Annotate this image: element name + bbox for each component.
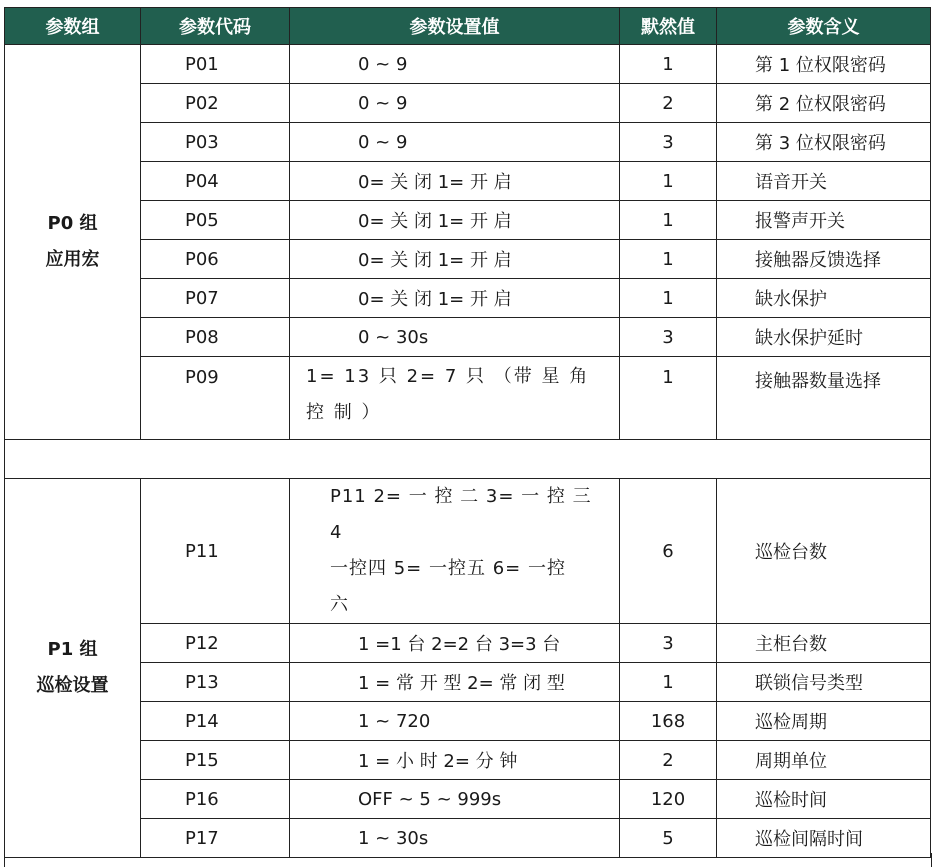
group-p1-line1: P1 组: [47, 639, 98, 660]
param-value: [290, 357, 620, 440]
param-meaning: 第 2 位权限密码: [717, 84, 931, 123]
param-code: P12: [141, 624, 290, 663]
param-meaning: 接触器反馈选择: [717, 240, 931, 279]
param-value: [290, 479, 620, 624]
table-row: [5, 84, 931, 123]
table-row: [5, 702, 931, 741]
param-default: 120: [620, 780, 717, 819]
table-row: [5, 123, 931, 162]
group-p0-line2: 应用宏: [45, 249, 100, 270]
param-value: 0 ~ 30s: [290, 318, 620, 357]
param-code: P02: [141, 84, 290, 123]
param-code: P09: [141, 357, 290, 440]
header-value: 参数设置值: [290, 8, 620, 45]
param-meaning: 巡检时间: [717, 780, 931, 819]
param-default: 3: [620, 318, 717, 357]
param-value-line4: 六: [330, 594, 349, 615]
param-meaning: 第 1 位权限密码: [717, 45, 931, 84]
param-default: 2: [620, 84, 717, 123]
group-cell-p0: [5, 45, 141, 440]
param-default: 3: [620, 624, 717, 663]
table-row: [5, 162, 931, 201]
table-row: [5, 819, 931, 858]
param-value: 0= 关 闭 1= 开 启: [290, 201, 620, 240]
param-value-line1: 1= 13 只 2= 7 只 （带 星 角: [306, 366, 590, 387]
table-row: [5, 624, 931, 663]
param-code: P03: [141, 123, 290, 162]
param-value: 0= 关 闭 1= 开 启: [290, 279, 620, 318]
param-value-line1: P11 2= 一 控 二 3= 一 控 三: [330, 486, 592, 507]
table-row: [5, 45, 931, 84]
param-code: P06: [141, 240, 290, 279]
group-p1-line2: 巡检设置: [36, 675, 109, 696]
header-group: 参数组: [5, 8, 141, 45]
param-meaning: 巡检台数: [717, 479, 931, 624]
param-value: 1 ~ 720: [290, 702, 620, 741]
table-row: [5, 318, 931, 357]
param-value: 0 ~ 9: [290, 84, 620, 123]
param-meaning: 巡检间隔时间: [717, 819, 931, 858]
param-code: P07: [141, 279, 290, 318]
param-default: 3: [620, 123, 717, 162]
param-default: 168: [620, 702, 717, 741]
param-meaning: 主柜台数: [717, 624, 931, 663]
header-meaning: 参数含义: [717, 8, 931, 45]
param-code: P01: [141, 45, 290, 84]
header-code: 参数代码: [141, 8, 290, 45]
param-code: P16: [141, 780, 290, 819]
param-code: P14: [141, 702, 290, 741]
param-code: P17: [141, 819, 290, 858]
param-value: 1 ~ 30s: [290, 819, 620, 858]
param-code: P11: [141, 479, 290, 624]
param-value: 1 =1 台 2=2 台 3=3 台: [290, 624, 620, 663]
param-code: P05: [141, 201, 290, 240]
table-row: [5, 479, 931, 624]
param-value: 0= 关 闭 1= 开 启: [290, 240, 620, 279]
param-default: 1: [620, 162, 717, 201]
header-default: 默然值: [620, 8, 717, 45]
param-value-line2: 控 制 ）: [306, 402, 382, 423]
param-value: 0= 关 闭 1= 开 启: [290, 162, 620, 201]
param-default: 5: [620, 819, 717, 858]
param-default: 6: [620, 479, 717, 624]
table-row: [5, 780, 931, 819]
param-default: 1: [620, 357, 717, 440]
table-continuation: [4, 853, 932, 867]
param-meaning: 周期单位: [717, 741, 931, 780]
spacer-cell: [5, 440, 931, 479]
param-value: OFF ~ 5 ~ 999s: [290, 780, 620, 819]
param-meaning: 缺水保护延时: [717, 318, 931, 357]
table-row: [5, 741, 931, 780]
spacer-row: [5, 440, 931, 479]
param-code: P08: [141, 318, 290, 357]
param-code: P15: [141, 741, 290, 780]
param-meaning: 接触器数量选择: [717, 357, 931, 440]
parameter-table: [4, 7, 931, 858]
param-meaning: 报警声开关: [717, 201, 931, 240]
param-meaning: 第 3 位权限密码: [717, 123, 931, 162]
table-row: [5, 357, 931, 440]
param-meaning: 巡检周期: [717, 702, 931, 741]
param-value: 1 = 小 时 2= 分 钟: [290, 741, 620, 780]
param-value: 0 ~ 9: [290, 123, 620, 162]
param-value: 0 ~ 9: [290, 45, 620, 84]
param-value: 1 = 常 开 型 2= 常 闭 型: [290, 663, 620, 702]
table-row: [5, 279, 931, 318]
param-default: 1: [620, 201, 717, 240]
param-default: 1: [620, 279, 717, 318]
table-row: [5, 240, 931, 279]
param-value-line3: 一控四 5= 一控五 6= 一控: [330, 558, 566, 579]
param-meaning: 缺水保护: [717, 279, 931, 318]
group-cell-p1: [5, 479, 141, 858]
param-value-line2: 4: [330, 522, 343, 543]
param-code: P04: [141, 162, 290, 201]
param-default: 1: [620, 45, 717, 84]
param-default: 2: [620, 741, 717, 780]
table-row: [5, 201, 931, 240]
group-p0-line1: P0 组: [47, 213, 98, 234]
param-default: 1: [620, 240, 717, 279]
table-row: [5, 663, 931, 702]
param-meaning: 联锁信号类型: [717, 663, 931, 702]
param-default: 1: [620, 663, 717, 702]
param-meaning: 语音开关: [717, 162, 931, 201]
param-code: P13: [141, 663, 290, 702]
header-row: [5, 8, 931, 45]
